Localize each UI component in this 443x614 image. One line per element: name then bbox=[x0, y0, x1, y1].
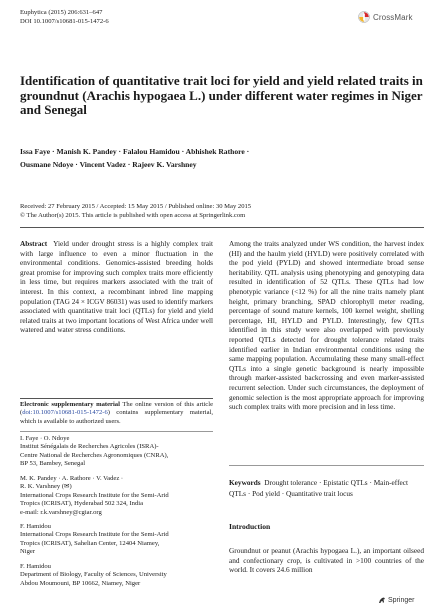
affiliation-names: F. Hamidou bbox=[20, 563, 51, 570]
publisher-logo bbox=[378, 596, 414, 604]
journal-citation: Euphytica (2015) 206:631–647 bbox=[20, 9, 103, 16]
affiliation-line: International Crops Research Institute for the Semi-Arid bbox=[20, 531, 169, 539]
keywords-list: Drought tolerance · Epistatic QTLs · Main-effect QTLs · Pod yield · Quantitative trait locus bbox=[229, 478, 409, 498]
esm-text-after: ) contains supplementary material, which is available to authorized users. bbox=[20, 409, 213, 425]
crossmark-icon bbox=[358, 11, 370, 23]
header-divider bbox=[20, 227, 424, 228]
affiliation-line: Centre National de Recherches Agronomiques (CNRA), bbox=[20, 451, 169, 459]
keywords-block bbox=[229, 478, 424, 500]
affiliation-line: Institut Sénégalais de Recherches Agricoles (ISRA)- bbox=[20, 443, 159, 451]
abstract-left-column bbox=[20, 239, 213, 335]
introduction-heading: Introduction bbox=[229, 522, 271, 531]
keywords-label: Keywords bbox=[229, 478, 261, 487]
author-list bbox=[20, 146, 420, 171]
esm-text-before: The online version of this article ( bbox=[20, 401, 213, 417]
abstract-paragraph bbox=[20, 239, 213, 335]
affiliation-line: International Crops Research Institute for the Semi-Arid bbox=[20, 491, 169, 499]
affiliation-email[interactable]: e-mail: r.k.varshney@cgiar.org bbox=[20, 508, 102, 516]
author-line: Ousmane Ndoye · Vincent Vadez · Rajeev K. Varshney bbox=[20, 159, 197, 169]
affiliation-line: Tropics (ICRISAT), Hyderabad 502 324, India bbox=[20, 500, 144, 508]
keywords-divider bbox=[229, 465, 424, 466]
affiliation-line: Abdou Moumouni, BP 10662, Niamey, Niger bbox=[20, 579, 141, 587]
crossmark-badge[interactable] bbox=[358, 10, 424, 24]
abstract-label: Abstract bbox=[20, 239, 48, 248]
publisher-name: Springer bbox=[388, 596, 415, 604]
abstract-text: Yield under drought stress is a highly complex trait with large influence to even a minor fluctuation in the environmental conditions. Genomics-assisted breeding holds great promise for improving such complex traits more efficiently in less time, but requires markers associated with the trait of interest. In this context, a recombinant inbred line mapping population (TAG 24 × ICGV 86031) was used to identify markers associated with quantitative trait loci (QTLs) for yield and yield related traits at two important locations of West Africa under well watered and water stress conditions. bbox=[20, 239, 213, 335]
affiliation-names: F. Hamidou bbox=[20, 523, 51, 530]
affiliation-line: Tropics (ICRISAT), Sahelian Center, 12404 Niamey, bbox=[20, 539, 160, 547]
affiliation-names: I. Faye · O. Ndoye bbox=[20, 435, 70, 442]
esm-doi-link[interactable]: doi:10.1007/s10681-015-1472-6 bbox=[22, 409, 108, 417]
affiliation-line: Niger bbox=[20, 548, 36, 556]
license-line: © The Author(s) 2015. This article is published with open access at Springerlink.com bbox=[20, 211, 246, 219]
esm-note bbox=[20, 401, 213, 426]
publication-dates bbox=[20, 203, 424, 220]
esm-label: Electronic supplementary material bbox=[20, 401, 120, 408]
affiliation-line: Department of Biology, Faculty of Sciences, University bbox=[20, 571, 167, 579]
affiliation-block bbox=[20, 475, 213, 517]
esm-divider bbox=[20, 398, 213, 399]
affiliation-divider bbox=[20, 431, 213, 432]
author-line: Issa Faye · Manish K. Pandey · Falalou Hamidou · Abhishek Rathore · bbox=[20, 147, 250, 156]
affiliation-line: R. K. Varshney (✉) bbox=[20, 483, 72, 491]
introduction-text: Groundnut or peanut (Arachis hypogaea L.), an important oilseed and confectionary crop, is cultivated in >100 countries of the world. It covers 24.6 million bbox=[229, 546, 424, 575]
article-title: Identification of quantitative trait loci for yield and yield related traits in groundnut (Arachis hypogaea L.) under different water regimes in Niger and Senegal bbox=[20, 73, 423, 118]
affiliation-block bbox=[20, 435, 213, 469]
springer-horse-icon bbox=[378, 596, 386, 604]
affiliation-block bbox=[20, 523, 213, 557]
abstract-right-column bbox=[229, 239, 424, 412]
introduction-body bbox=[229, 546, 424, 575]
abstract-continuation: Among the traits analyzed under WS condition, the harvest index (HI) and the haulm yield (HYLD) were positively correlated with the pod yield (PYLD) and showed intermediate broad sense heritability. QTL analysis using phenotyping and genotyping data resulted in identification of 52 QTLs. These QTLs had low phenotypic variance (<12 %) for all the nine traits namely plant height, primary branching, SPAD chlorophyll meter reading, percentage of sound mature kernels, 100 kernel weight, shelling percentage, HI, HYLD and PYLD. Interestingly, few QTLs identified in this study were also overlapped with previously reported QTLs detected for drought tolerance related traits identified earlier in Indian environmental conditions using the same mapping population. Accumulating these many small-effect QTLs into a single genetic background is nearly impossible through marker-assisted backcrossing and even marker-assisted recurrent selection. Under such circumstances, the deployment of genomic selection is the most appropriate approach for improving such complex traits with more precision and in less time. bbox=[229, 239, 424, 412]
crossmark-label: CrossMark bbox=[373, 12, 413, 22]
doi-line: DOI 10.1007/s10681-015-1472-6 bbox=[20, 18, 109, 25]
affiliation-names: M. K. Pandey · A. Rathore · V. Vadez · bbox=[20, 475, 124, 482]
affiliation-line: BP 53, Bambey, Senegal bbox=[20, 460, 86, 468]
affiliation-block bbox=[20, 563, 213, 588]
journal-header bbox=[20, 8, 109, 26]
date-history: Received: 27 February 2015 / Accepted: 15 May 2015 / Published online: 30 May 2015 bbox=[20, 203, 252, 210]
